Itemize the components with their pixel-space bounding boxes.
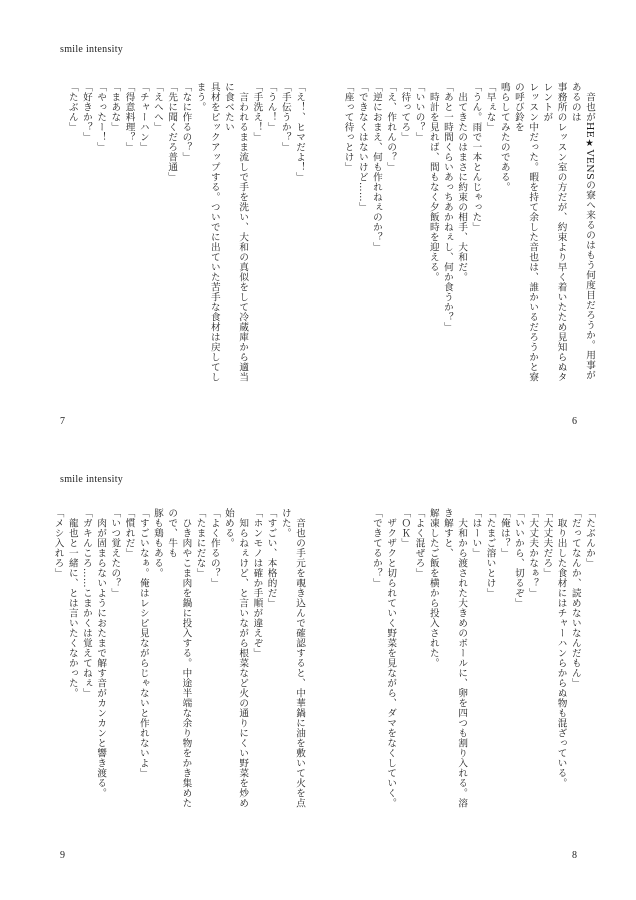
text-line: 時計を見れば、間もなく夕飯時を迎える。: [427, 82, 439, 282]
text-line: 「まあな」: [109, 82, 121, 132]
text-line: 取り出した食材にはチャーハンらからぬ物も混ざっている。: [555, 508, 567, 788]
text-line: 「はーい」: [470, 508, 482, 558]
page-7-text: [36, 82, 306, 382]
text-line: 「え！、ヒマだよ！」: [294, 82, 305, 182]
page-number: 8: [572, 850, 577, 861]
text-line: ザクザクと切られていく野菜を見ながら、ダマをなくしていく。: [385, 508, 397, 808]
text-line: 「得意料理？」: [123, 82, 135, 152]
text-line: レッスン中だった。暇を持て余した音也は、誰かいるだろうかと寮の呼び鈴を: [512, 82, 539, 382]
running-header: smile intensity: [60, 474, 124, 485]
text-line: 「うん！」: [265, 82, 277, 132]
text-line: 言われるまま流しで手を洗い、大和の真似をして冷蔵庫から適当に食べたい: [222, 82, 249, 382]
text-line: 「たまにだな」: [194, 508, 206, 578]
text-line: 「逆におまえ、何も作れねぇのか？」: [370, 82, 382, 252]
text-line: 「たぶんか」: [584, 508, 595, 568]
page-6-text: [331, 82, 596, 382]
text-line: 「大丈夫だろ」: [541, 508, 553, 578]
text-line: 「先に聞くだろ普通」: [166, 82, 178, 182]
page-number: 7: [60, 416, 65, 427]
text-line: 「いいから、切るぞ」: [512, 508, 524, 608]
text-line: 肉が固まらないようにおたまで解す音がカンカンと響き渡る。: [95, 508, 107, 798]
text-line: 「たぶん」: [66, 82, 78, 132]
text-line: 「好きか？」: [80, 82, 92, 142]
text-line: 「すごいなぁ。俺はレシピ見ながらじゃないと作れないよ」: [137, 508, 149, 778]
text-line: 「あと一時間くらいあっちあかねぇし、何か食うか？」: [441, 82, 453, 332]
text-line: 「慣れだ」: [123, 508, 135, 558]
page-9-text: [36, 508, 306, 808]
text-line: 「だってなんか、読めないなんだもん」: [569, 508, 581, 688]
text-line: 「ガキんころ……こまかくは覚えてねぇ」: [80, 508, 92, 698]
text-line: 具材をピックアップする。ついでに出ていた苦手な食材は戻してしまう。: [194, 82, 220, 382]
text-line: 「チャーハン」: [137, 82, 149, 152]
text-line: 音也の手元を覗き込んで確認すると、中華鍋に油を敷いて火を点けた。: [279, 508, 305, 808]
text-line: 事務所のレッスン室の方だが、約束より早く着いたため見知らぬタレントが: [541, 82, 567, 382]
text-line: 「ＯＫ」: [399, 508, 411, 548]
text-line: 「ホンモノは確か手順が違えぞ」: [251, 508, 263, 658]
bottom-spread: [0, 450, 636, 900]
text-line: 「できなくはないけど……」: [356, 82, 368, 212]
text-line: 「よく混ぜろ」: [413, 508, 425, 578]
text-line: 「うん。雨で一本とんじゃった」: [470, 82, 482, 232]
text-line: 「すごい、本格的だ」: [265, 508, 277, 608]
text-line: 「なに作るの？」: [180, 82, 192, 162]
text-line: 「いいの？」: [413, 82, 425, 142]
text-line: 「できてるか？」: [370, 508, 382, 588]
text-line: 「手伝うか？」: [279, 82, 291, 152]
text-line: 豚も鶏もある。: [151, 508, 163, 578]
text-line: 龍也と一緒に、とは言いたくなかった。: [66, 508, 78, 698]
text-line: 「早ぇな」: [484, 82, 496, 132]
text-line: 「メシ入れろ」: [52, 508, 64, 578]
text-line: ひき肉やこま肉を鍋に投入する。中途半端な余り物をかき集めたので、牛も: [166, 508, 192, 808]
page-number: 6: [572, 416, 577, 427]
page-number: 9: [60, 850, 65, 861]
text-line: 「えへへ」: [151, 82, 163, 132]
text-line: 鳴らしてみたのである。: [498, 82, 510, 192]
text-line: 「たまご溶いとけ」: [484, 508, 496, 598]
text-line: 音也がHE★VENSの寮へ来るのはもう何度目だろうか。用事があるのは: [569, 82, 595, 381]
running-header: smile intensity: [60, 44, 124, 55]
text-line: 知らねぇけど、と言いながら根菜など火の通りにくい野菜を炒め始める。: [222, 508, 249, 808]
text-line: 「やったー！」: [95, 82, 107, 152]
text-line: 「俺は？」: [498, 508, 510, 558]
text-line: 大和から渡された大きめのボールに、卵を四つも割り入れる。溶き解すと、: [441, 508, 468, 808]
text-line: 出てきたのはまさに約束の相手、大和だ。: [456, 82, 468, 282]
text-line: 「待ってろ」: [399, 82, 411, 142]
text-line: 解凍したご飯を横から投入された。: [427, 508, 439, 668]
text-line: 「座って待っとけ」: [342, 82, 354, 172]
text-line: 「手洗え！」: [251, 82, 263, 142]
text-line: 「大丈夫かなぁ？」: [527, 508, 539, 598]
text-line: 「いつ覚えたの？」: [109, 508, 121, 598]
text-line: 「え、作れんの？」: [385, 82, 397, 172]
text-line: 「よく作るの？」: [208, 508, 220, 588]
page-8-text: [331, 508, 596, 808]
